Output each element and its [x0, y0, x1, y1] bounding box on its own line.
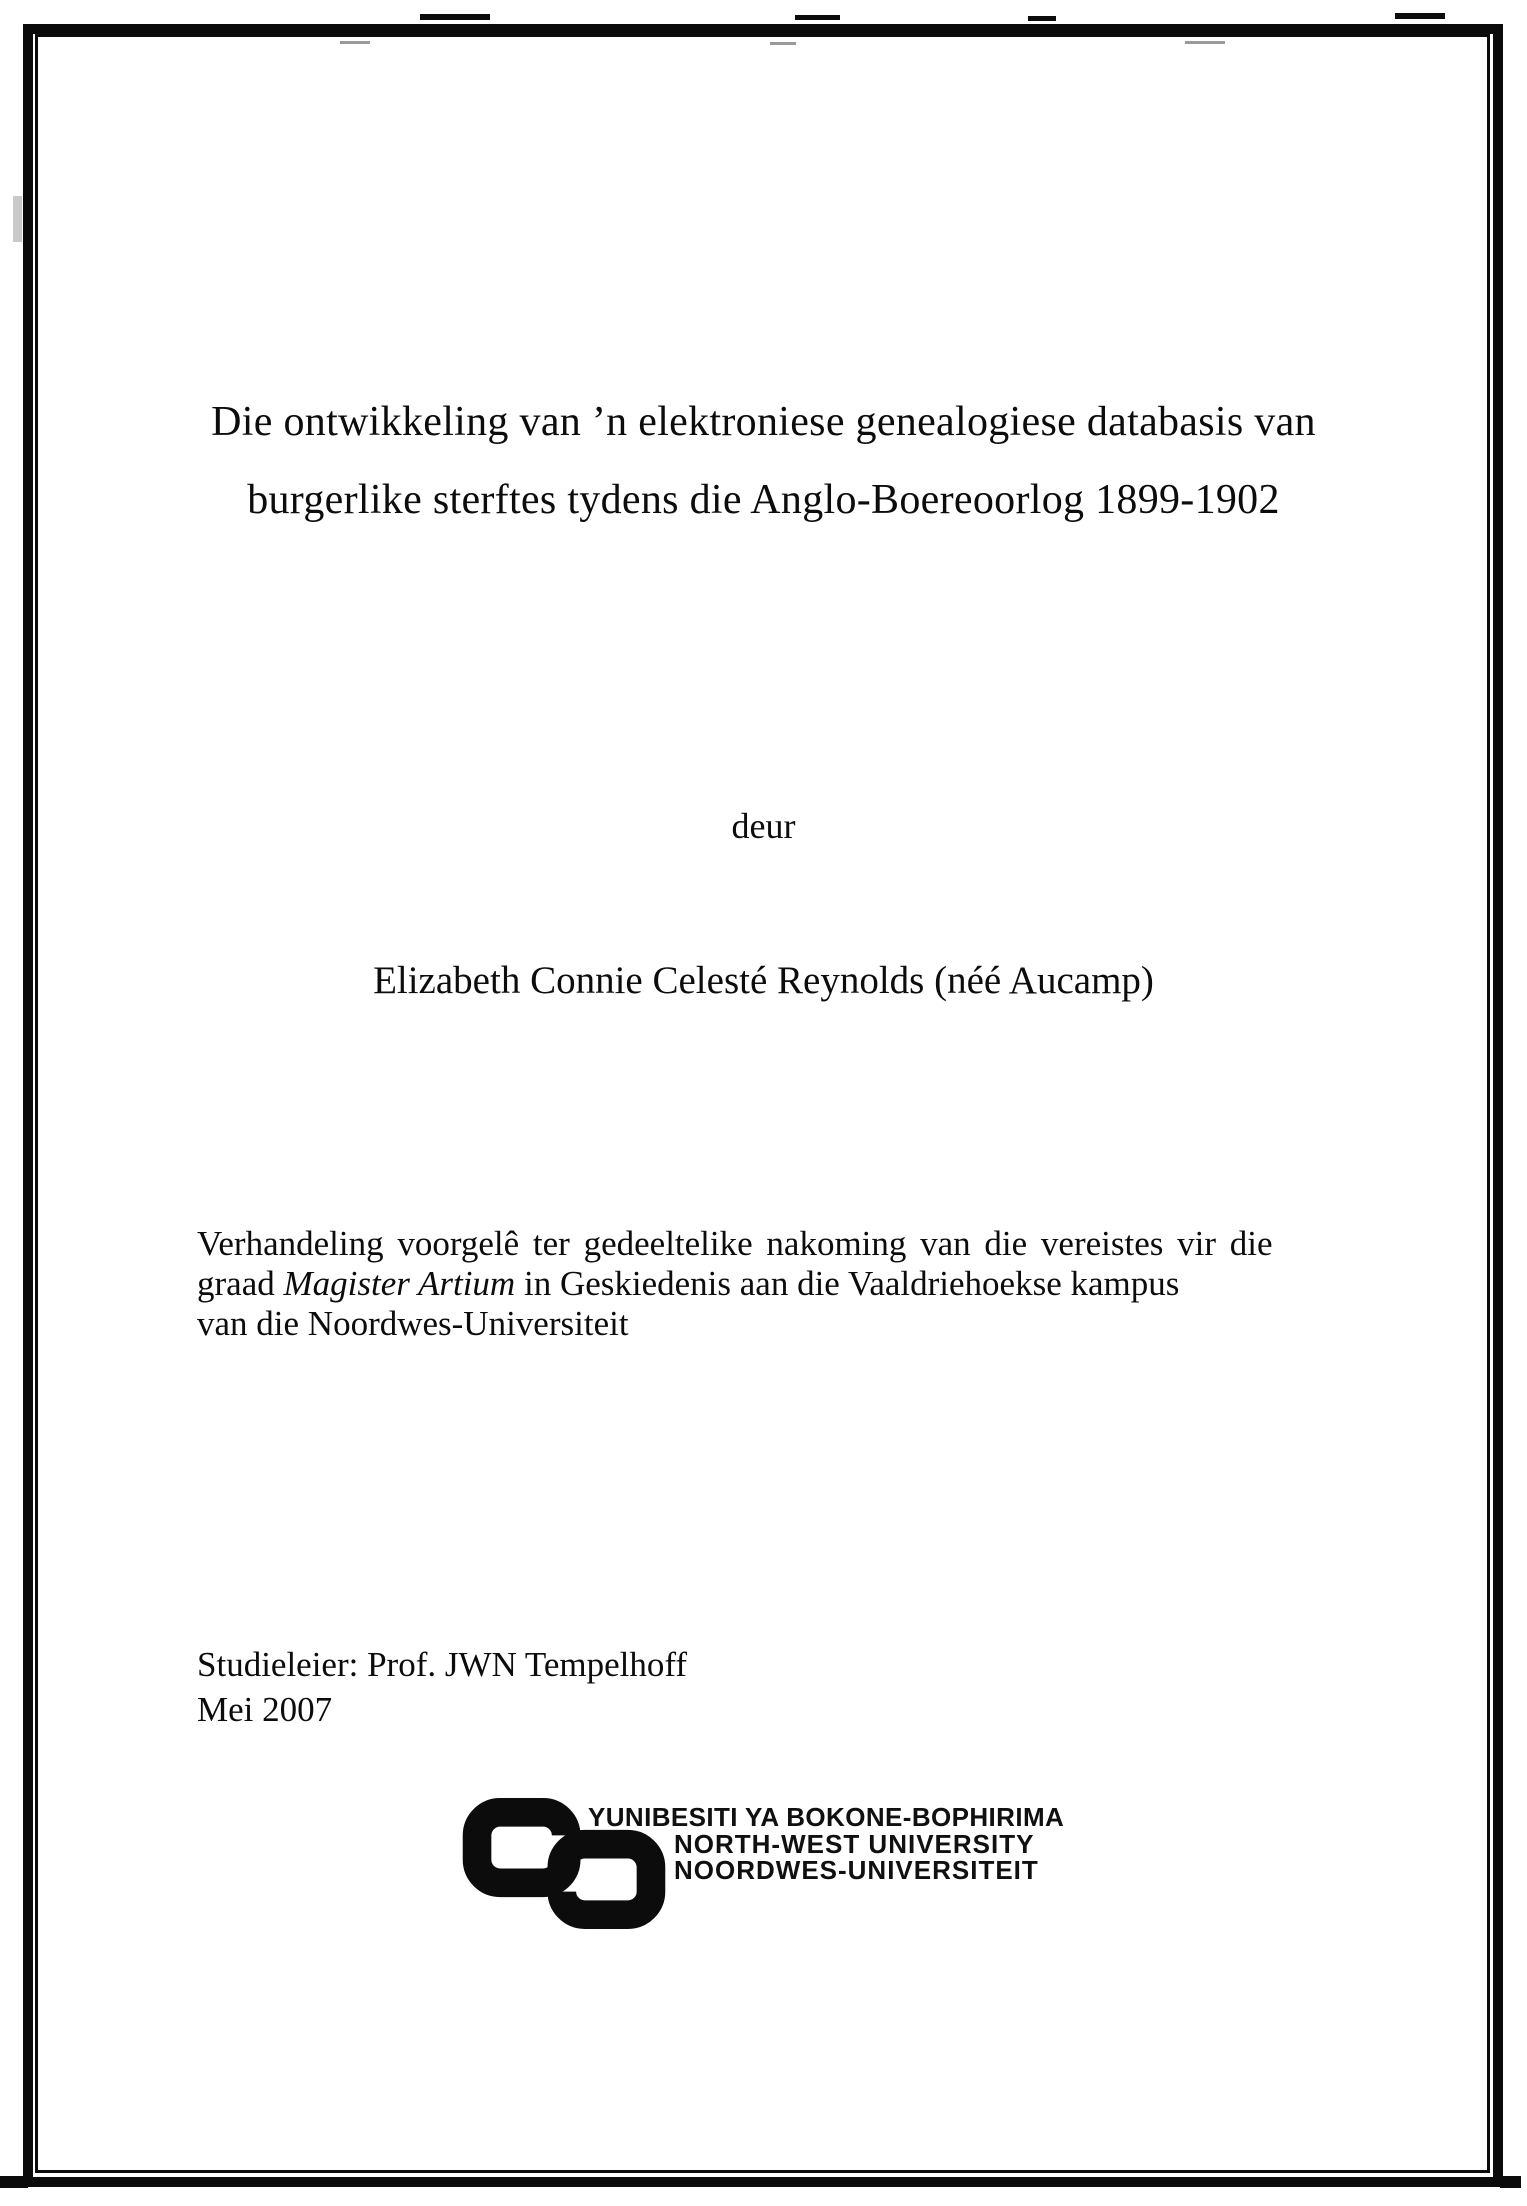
logo-name-setswana: YUNIBESITI YA BOKONE-BOPHIRIMA: [588, 1802, 1065, 1832]
scan-artifact: [1395, 13, 1445, 19]
date-line: Mei 2007: [197, 1690, 333, 1729]
thesis-title: [90, 383, 1437, 539]
scan-artifact: [795, 15, 840, 20]
thesis-title-line1: Die ontwikkeling van ’n elektroniese genealogiese databasis van: [211, 399, 1316, 445]
logo-name-english: NORTH-WEST UNIVERSITY: [674, 1829, 1035, 1859]
scan-artifact: [770, 42, 796, 45]
byline-label: deur: [731, 806, 796, 846]
thesis-statement-line2: [197, 1264, 1347, 1304]
thesis-statement: [197, 1224, 1347, 1344]
degree-suffix-text: in Geskiedenis aan die Vaaldriehoekse kampus: [515, 1264, 1180, 1303]
supervisor-block: [197, 1642, 687, 1732]
degree-name-italic: Magister Artium: [283, 1264, 516, 1303]
author-name: Elizabeth Connie Celesté Reynolds (néé Aucamp): [373, 959, 1154, 1002]
thesis-statement-line1: Verhandeling voorgelê ter gedeeltelike nakoming van die vereistes vir die: [197, 1224, 1273, 1263]
degree-prefix-text: graad: [197, 1264, 284, 1303]
university-logo: [458, 1798, 1098, 1938]
scan-artifact: [1028, 16, 1056, 21]
scan-artifact: [13, 196, 22, 242]
logo-name-afrikaans: NOORDWES-UNIVERSITEIT: [674, 1855, 1039, 1885]
supervisor-line: Studieleier: Prof. JWN Tempelhoff: [197, 1645, 688, 1684]
scan-artifact: [420, 14, 490, 20]
scan-artifact: [1500, 2176, 1521, 2188]
thesis-title-line2: burgerlike sterftes tydens die Anglo-Boereoorlog 1899-1902: [247, 477, 1280, 523]
thesis-statement-line3: van die Noordwes-Universiteit: [197, 1304, 629, 1343]
scan-artifact: [340, 41, 370, 44]
scan-artifact: [1185, 41, 1225, 44]
scan-artifact: [0, 2176, 28, 2188]
